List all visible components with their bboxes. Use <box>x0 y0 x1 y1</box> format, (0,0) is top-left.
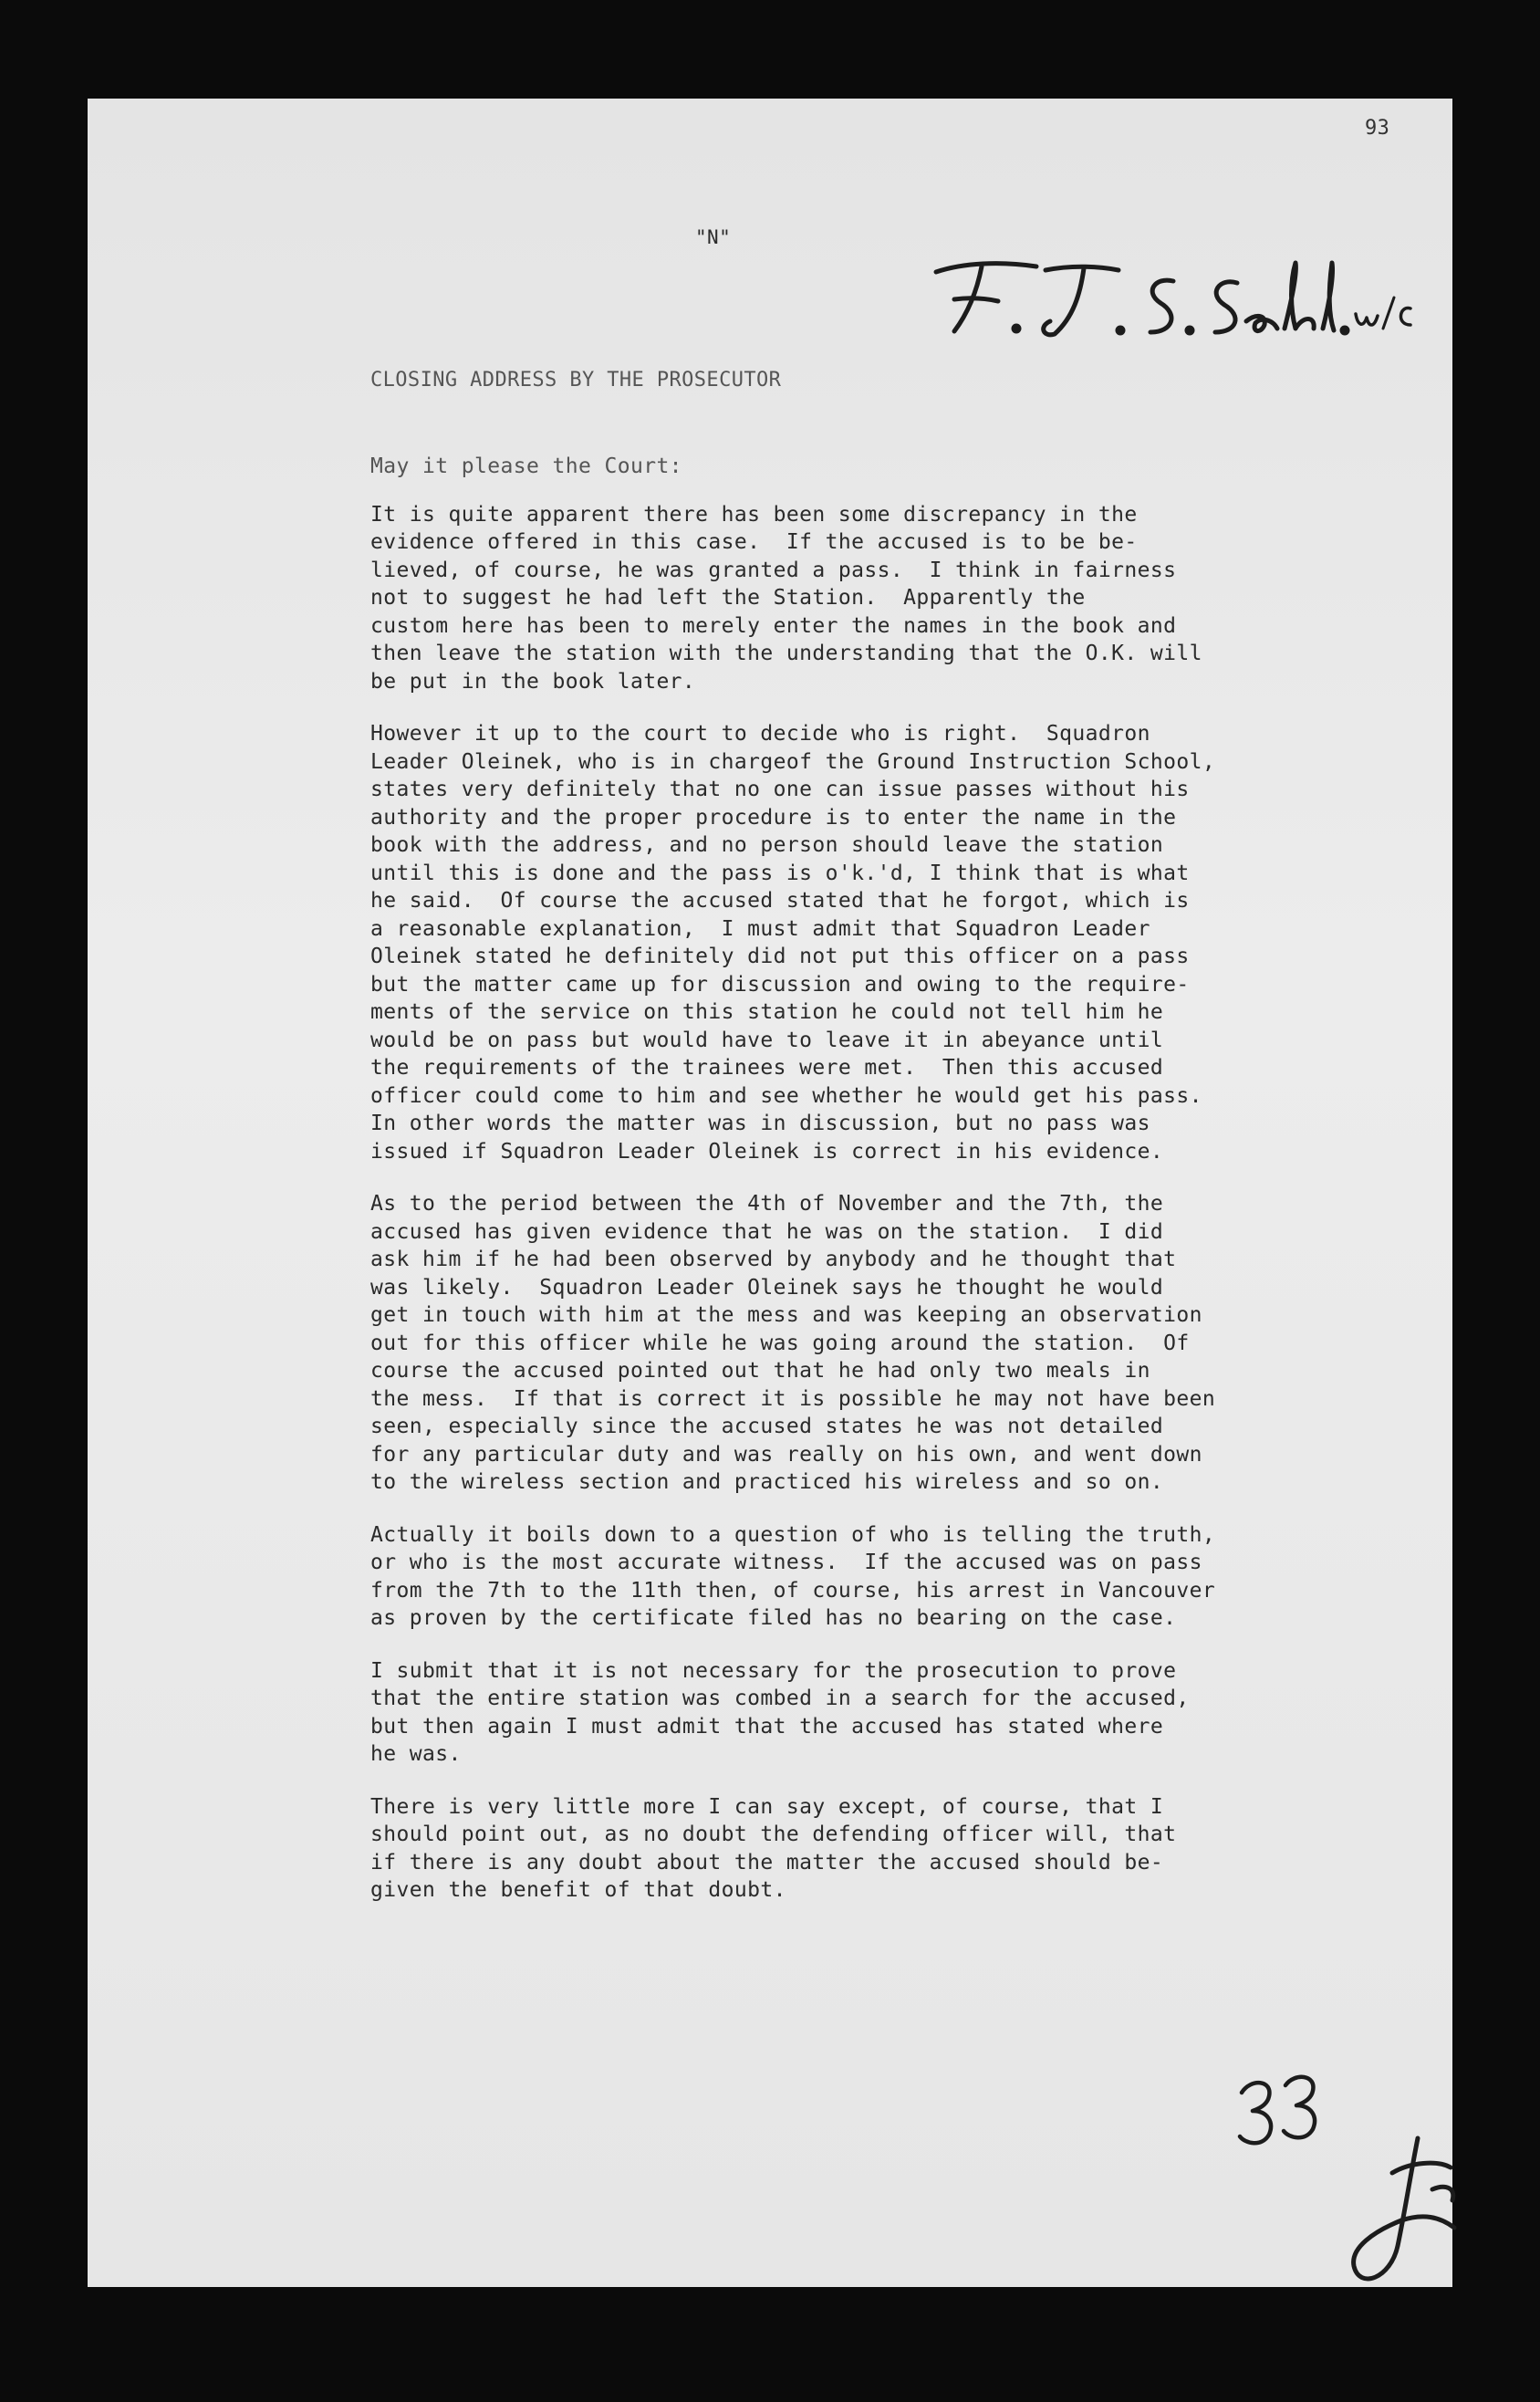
paragraph-1: It is quite apparent there has been some discrepancy in the evidence offered in this case. If the accused is to be be- lieved, of course, he was granted a pass. I think in fairness not to suggest he had left the Station. Apparently the custom here has been to merely enter the names in the book and then leave the station with the understanding that the O.K. will be put in the book later. <box>370 502 1202 694</box>
handwritten-initials <box>1337 2129 1465 2293</box>
paragraph-5: I submit that it is not necessary for the prosecution to prove that the entire station was combed in a search for the accused, but then again I must admit that the accused has stated where he was. <box>370 1658 1190 1766</box>
paragraph-2: However it up to the court to decide who is right. Squadron Leader Oleinek, who is in chargeof the Ground Instruction School, states very definitely that no one can issue passes without his authority and the proper procedure is to enter the name in the book with the address, and no person should leave the station until this is done and the pass is o'k.'d, I think that is what he said. Of course the accused stated that he forgot, which is a reasonable explanation, I must admit that Squadron Leader Oleinek stated he definitely did not put this officer on a pass but the matter came up for discussion and owing to the require- ments of the service on this station he could not tell him he would be on pass but would have to leave it in abeyance until the requirements of the trainees were met. Then this accused officer could come to him and see whether he would get his pass. In other words the matter was in discussion, but no pass was issued if Squadron Leader Oleinek is correct in his evidence. <box>370 722 1216 1164</box>
page-number: 93 <box>1365 117 1390 140</box>
paragraph-4: Actually it boils down to a question of who is telling the truth, or who is the most accurate witness. If the accused was on pass from the 7th to the 11th then, of course, his arrest in Vancouver as proven by the certificate filed has no bearing on the case. <box>370 1522 1216 1630</box>
document-heading: CLOSING ADDRESS BY THE PROSECUTOR <box>370 369 782 392</box>
paragraph-3: As to the period between the 4th of November and the 7th, the accused has given evidence that he was on the station. I did ask him if he had been observed by anybody and he thought that was likely. Squadron Leader Oleinek says he thought he would get in touch with him at the mess and was keeping an observation out for this officer while he was going around the station. Of course the accused pointed out that he had only two meals in the mess. If that is correct it is possible he may not have been seen, especially since the accused states he was not detailed for any particular duty and was really on his own, and went down to the wireless section and practiced his wireless and so on. <box>370 1192 1216 1494</box>
handwritten-signature <box>927 226 1420 345</box>
salutation: May it please the Court: <box>370 454 682 478</box>
exhibit-mark: "N" <box>695 226 732 248</box>
document-page <box>88 99 1452 2287</box>
document-body <box>370 453 1319 1929</box>
handwritten-folio-number <box>1233 2065 1333 2152</box>
paragraph-6: There is very little more I can say except, of course, that I should point out, as no doubt the defending officer will, that if there is any doubt about the matter the accused should be- given the benefit of that doubt. <box>370 1794 1177 1902</box>
